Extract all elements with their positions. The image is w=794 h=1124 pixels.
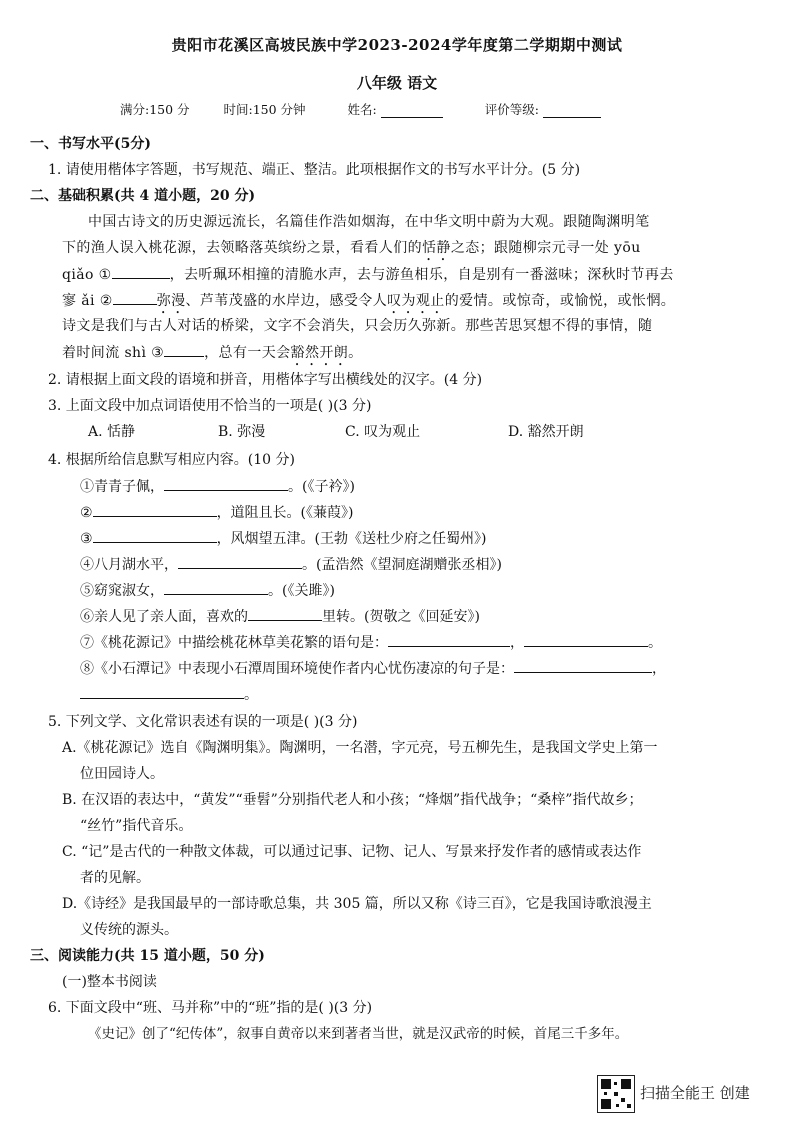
q4-blank-8b[interactable] xyxy=(80,684,244,699)
q4-blank-6[interactable] xyxy=(248,606,322,621)
q5-option-d-1: D.《诗经》是我国最早的一部诗歌总集，共 305 篇，所以又称《诗三百》，它是我国诗歌浪漫主 xyxy=(62,896,652,912)
q4-item-6: ⑥亲人见了亲人面，喜欢的 里转。(贺敬之《回延安》) xyxy=(80,606,480,627)
q4-blank-7b[interactable] xyxy=(524,632,648,647)
q3-option-b: B. 弥漫 xyxy=(218,424,266,440)
q4-blank-2[interactable] xyxy=(93,502,217,517)
exam-title: 贵阳市花溪区高坡民族中学2023-2024学年度第二学期期中测试 xyxy=(171,36,623,54)
q3-option-a: A. 恬静 xyxy=(88,424,136,440)
q4-item-5: ⑤窈窕淑女， 。(《关雎》) xyxy=(80,580,335,601)
name-blank[interactable] xyxy=(381,105,443,118)
q4-item-2: ② ，道阻且长。(《蒹葭》) xyxy=(80,502,354,523)
qr-code-icon xyxy=(597,1075,635,1113)
section3-sub-1: (一)整本书阅读 xyxy=(62,974,157,990)
q4-item-8: ⑧《小石潭记》中表现小石潭周围环境使作者内心忧伤凄凉的句子是： ， xyxy=(80,658,666,679)
section2-heading: 二、基础积累(共 4 道小题，20 分) xyxy=(30,188,256,204)
q4-blank-4[interactable] xyxy=(178,554,302,569)
exam-meta xyxy=(120,100,680,118)
name-label: 姓名: xyxy=(347,102,377,117)
question-1: 1. 请使用楷体字答题，书写规范、端正、整洁。此项根据作文的书写水平计分。(5 分) xyxy=(48,162,581,178)
section3-heading: 三、阅读能力(共 15 道小题，50 分) xyxy=(30,948,265,964)
q5-option-c-1: C. “记”是古代的一种散文体裁，可以通过记事、记物、记人、写景来抒发作者的感情或表达作 xyxy=(62,844,642,860)
grade-blank[interactable] xyxy=(543,105,601,118)
q5-option-a-2: 位田园诗人。 xyxy=(80,766,164,782)
q4-item-4: ④八月湖水平， 。(孟浩然《望洞庭湖赠张丞相》) xyxy=(80,554,502,575)
passage-line-5: 诗文是我们与古人对话的桥梁，文字不会消失，只会历久弥新。那些苦思冥想不得的事情，随 xyxy=(62,318,653,334)
q4-blank-5[interactable] xyxy=(164,580,268,595)
grade-label: 评价等级: xyxy=(484,102,539,117)
passage-line-2: 下的渔人误入桃花源，去领略落英缤纷之景，看看人们的恬静之态；跟随柳宗元寻一处 yōu xyxy=(62,240,641,256)
q4-blank-7a[interactable] xyxy=(388,632,510,647)
q4-blank-1[interactable] xyxy=(164,476,288,491)
q4-item-3: ③ ，风烟望五津。(王勃《送杜少府之任蜀州》) xyxy=(80,528,487,549)
question-3: 3. 上面文段中加点词语使用不恰当的一项是( )(3 分) xyxy=(48,398,372,414)
q5-option-c-2: 者的见解。 xyxy=(80,870,150,886)
section1-heading: 一、书写水平(5分) xyxy=(30,136,151,152)
q3-option-d: D. 豁然开朗 xyxy=(508,424,584,440)
q4-item-8-cont: 。 xyxy=(80,684,258,705)
passage-line-6: 着时间流 shì ③ ，总有一天会豁然开朗。 xyxy=(62,342,363,369)
q5-option-b-2: “丝竹”指代音乐。 xyxy=(80,818,193,834)
q6-passage: 《史记》创了“纪传体”，叙事自黄帝以来到著者当世，就是汉武帝的时候，首尾三千多年。 xyxy=(88,1026,629,1042)
blank-3[interactable] xyxy=(164,342,204,357)
q4-blank-3[interactable] xyxy=(93,528,217,543)
q4-item-1: ①青青子佩， 。(《子衿》) xyxy=(80,476,355,497)
q4-blank-8a[interactable] xyxy=(514,658,652,673)
q3-option-c: C. 叹为观止 xyxy=(345,424,421,440)
passage-line-4: 寥 ǎi ② 弥漫、芦苇茂盛的水岸边，感受令人叹为观止的爱情。或惊奇，或愉悦，或怅惘。 xyxy=(62,290,675,317)
question-6: 6. 下面文段中“班、马并称”中的“班”指的是( )(3 分) xyxy=(48,1000,373,1016)
q5-option-d-2: 义传统的源头。 xyxy=(80,922,178,938)
exam-subtitle: 八年级 语文 xyxy=(356,74,438,92)
scanner-brand: 扫描全能王 创建 xyxy=(640,1084,750,1102)
question-2: 2. 请根据上面文段的语境和拼音，用楷体字写出横线处的汉字。(4 分) xyxy=(48,372,483,388)
score-label: 满分:150 分 xyxy=(120,102,190,117)
passage-line-3: qiǎo ① ，去听珮环相撞的清脆水声，去与游鱼相乐，自是别有一番滋味；深秋时节再去 xyxy=(62,264,674,285)
q4-item-7: ⑦《桃花源记》中描绘桃花林草美花繁的语句是： ， 。 xyxy=(80,632,662,653)
q5-option-a-1: A.《桃花源记》选自《陶渊明集》。陶渊明，一名潜，字元亮，号五柳先生，是我国文学史上第一 xyxy=(62,740,658,756)
q5-option-b-1: B. 在汉语的表达中，“黄发”“垂髫”分别指代老人和小孩；“烽烟”指代战争；“桑梓”指代故乡； xyxy=(62,792,643,808)
question-4: 4. 根据所给信息默写相应内容。(10 分) xyxy=(48,452,295,468)
passage-line-1: 中国古诗文的历史源远流长，名篇佳作浩如烟海，在中华文明中蔚为大观。跟随陶渊明笔 xyxy=(88,214,650,230)
blank-2[interactable] xyxy=(113,290,157,305)
question-5: 5. 下列文学、文化常识表述有误的一项是( )(3 分) xyxy=(48,714,358,730)
time-label: 时间:150 分钟 xyxy=(223,102,306,117)
blank-1[interactable] xyxy=(112,264,170,279)
